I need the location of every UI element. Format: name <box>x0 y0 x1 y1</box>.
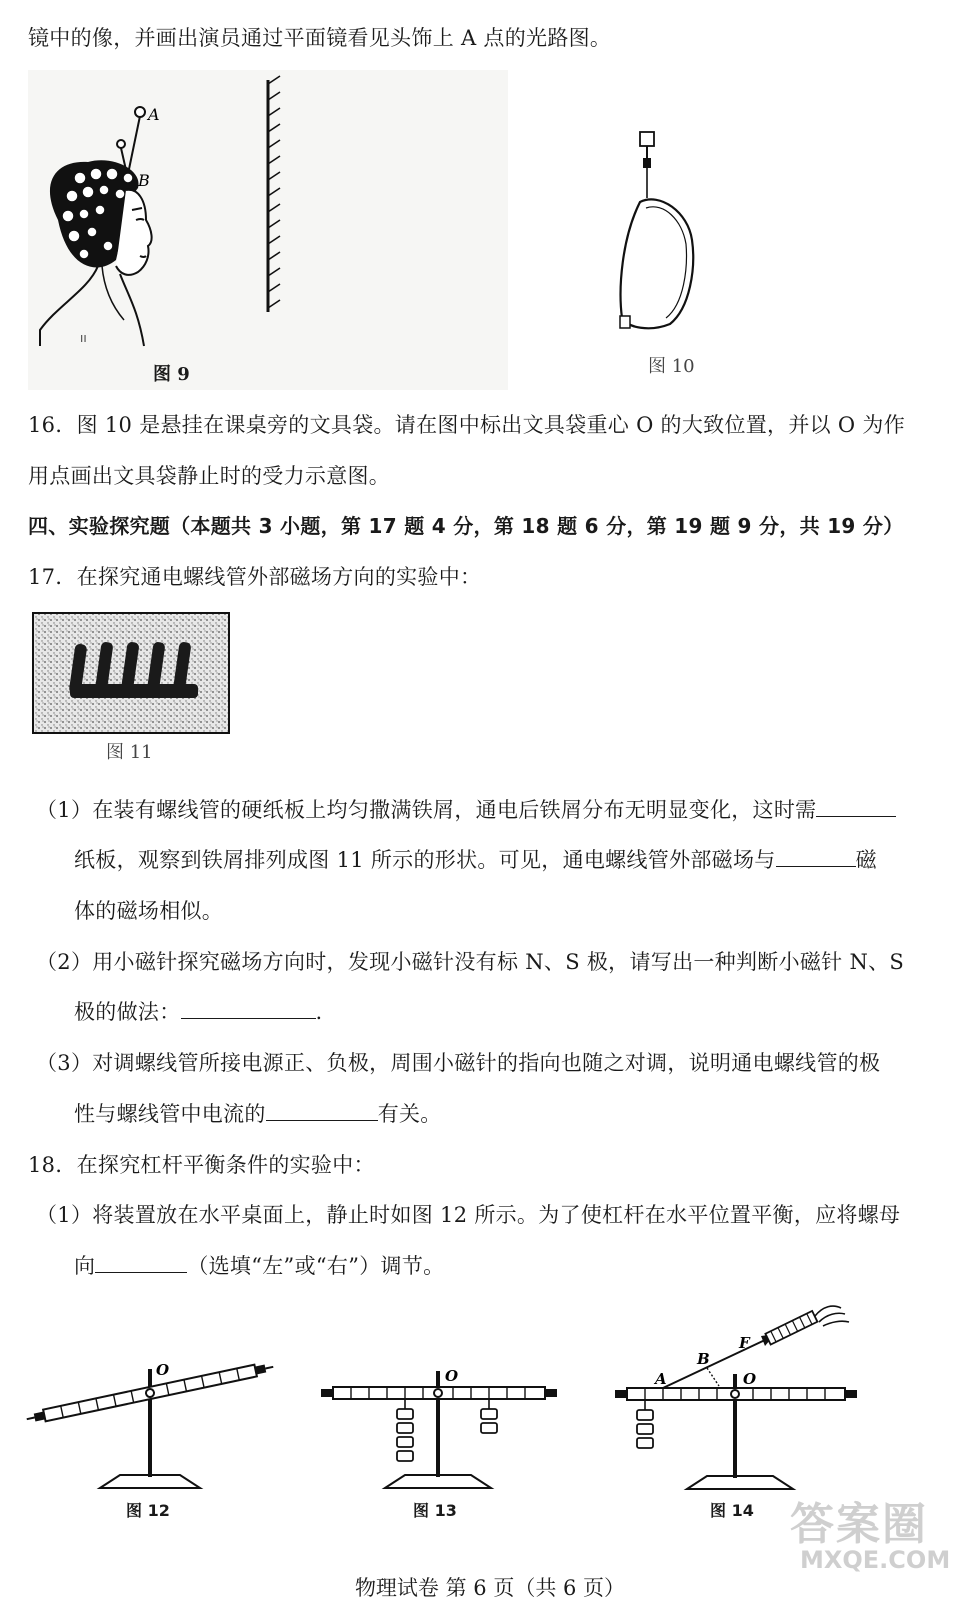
fig10-pencil-bag <box>600 128 720 348</box>
q15-continuation: 镜中的像，并画出演员通过平面镜看见头饰上 A 点的光路图。 <box>28 26 612 50</box>
q18-p1-line2 <box>74 1251 444 1281</box>
q17-p1-text-a: （1）在装有螺线管的硬纸板上均匀撒满铁屑，通电后铁屑分布无明显变化，这时需 <box>36 798 817 822</box>
fig9-caption: 图 9 <box>153 364 190 385</box>
q17-blank-4[interactable] <box>266 1100 378 1121</box>
fig9-opera-figure <box>28 70 508 390</box>
watermark-logo-text: 答案圈 <box>790 1499 928 1550</box>
q16-line1: 16．图 10 是悬挂在课桌旁的文具袋。请在图中标出文具袋重心 O 的大致位置，并以 O 为作 <box>28 413 906 437</box>
fig9-point-b: B <box>138 171 150 190</box>
fig12-pivot-label: O <box>156 1361 170 1379</box>
fig13-caption: 图 13 <box>413 1501 457 1520</box>
fig9-mark: ıı <box>80 331 87 345</box>
q18-p1-text-b-end: （选填“左”或“右”）调节。 <box>187 1254 445 1278</box>
fig12-caption: 图 12 <box>126 1501 170 1520</box>
fig14-force-f: F <box>739 1334 750 1352</box>
q17-p2-text-b: 极的做法： <box>74 1000 181 1024</box>
q16-line2: 用点画出文具袋静止时的受力示意图。 <box>28 464 391 488</box>
section4-title: 四、实验探究题（本题共 3 小题，第 17 题 4 分，第 18 题 6 分，第 19 题 9 分，共 19 分） <box>28 514 904 538</box>
q17-p1-line2 <box>74 845 877 875</box>
fig9-point-a: A <box>148 105 160 124</box>
fig14-point-a: A <box>655 1370 667 1388</box>
q17-p3-text-b-end: 有关。 <box>377 1102 442 1126</box>
q17-p1-text-b-end: 磁 <box>855 848 877 872</box>
q18-blank-1[interactable] <box>95 1252 187 1273</box>
q18-p1-text-b: 向 <box>74 1254 96 1278</box>
q17-blank-2[interactable] <box>776 846 856 867</box>
fig11-iron-filings-photo <box>32 612 230 734</box>
fig14-point-b: B <box>697 1350 710 1368</box>
q17-p2-line1: （2）用小磁针探究磁场方向时，发现小磁针没有标 N、S 极，请写出一种判断小磁针 N、S <box>36 950 905 974</box>
q17-blank-3[interactable] <box>181 998 316 1019</box>
q17-p3-line1: （3）对调螺线管所接电源正、负极，周围小磁针的指向也随之对调，说明通电螺线管的极 <box>36 1051 881 1075</box>
q18-stem: 18．在探究杠杆平衡条件的实验中： <box>28 1153 375 1177</box>
fig11-caption: 图 11 <box>106 742 153 763</box>
q17-stem: 17．在探究通电螺线管外部磁场方向的实验中： <box>28 565 482 589</box>
q17-p2-text-b-end: . <box>315 1000 323 1024</box>
q17-p3-line2 <box>74 1099 442 1129</box>
q17-p3-text-b: 性与螺线管中电流的 <box>74 1102 266 1126</box>
fig12-tilted-lever <box>30 1355 280 1495</box>
fig14-lever-spring-scale <box>605 1300 865 1496</box>
fig13-pivot-label: O <box>445 1367 459 1385</box>
fig14-caption: 图 14 <box>710 1501 754 1520</box>
fig10-caption: 图 10 <box>648 356 695 377</box>
fig14-pivot-label: O <box>743 1370 757 1388</box>
q17-p1-line3: 体的磁场相似。 <box>74 899 224 923</box>
fig13-balanced-lever <box>315 1355 565 1495</box>
q18-p1-line1: （1）将装置放在水平桌面上，静止时如图 12 所示。为了使杠杆在水平位置平衡，应将螺母 <box>36 1203 901 1227</box>
q17-p1-text-b: 纸板，观察到铁屑排列成图 11 所示的形状。可见，通电螺线管外部磁场与 <box>74 848 776 872</box>
q17-p2-line2 <box>74 997 322 1027</box>
page-footer: 物理试卷 第 6 页（共 6 页） <box>354 1576 626 1600</box>
q17-p1-line1 <box>36 795 896 825</box>
q17-blank-1[interactable] <box>816 796 896 817</box>
watermark-url: MXQE.COM <box>800 1546 951 1574</box>
